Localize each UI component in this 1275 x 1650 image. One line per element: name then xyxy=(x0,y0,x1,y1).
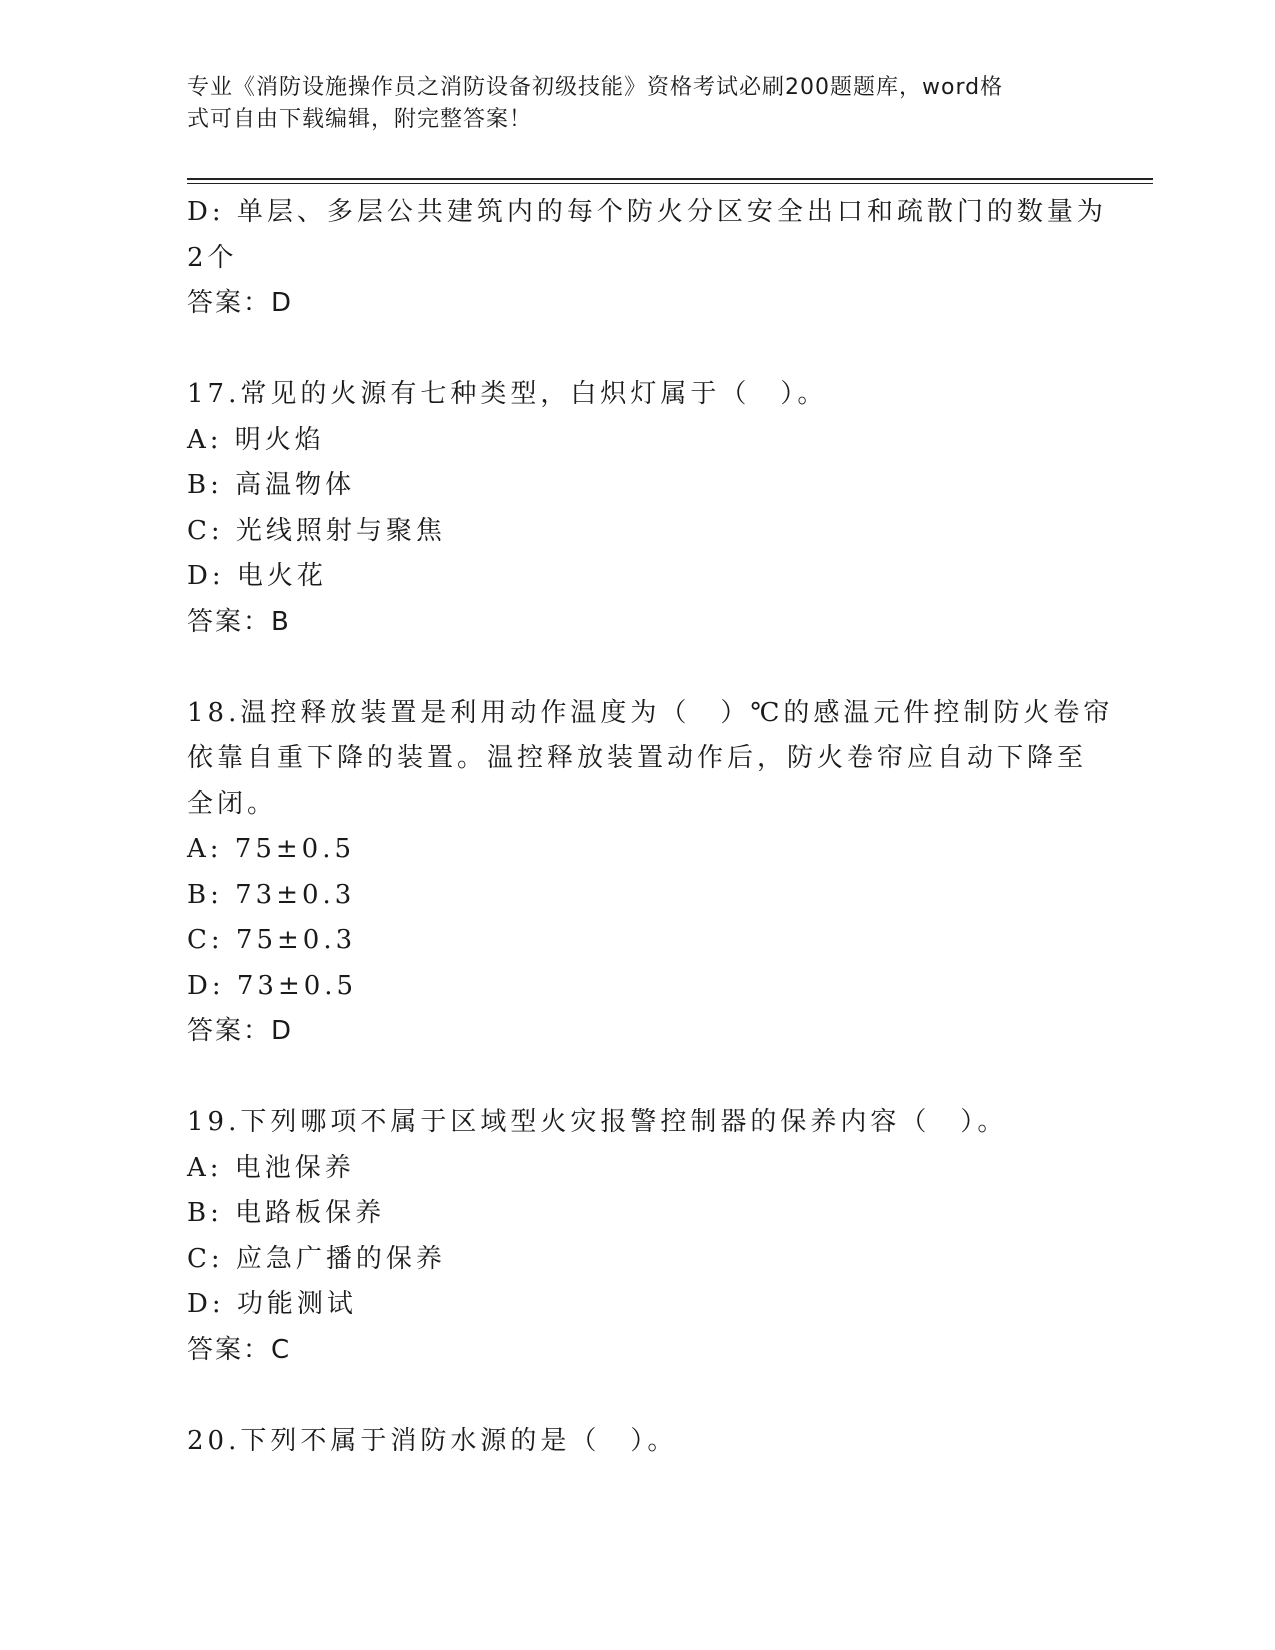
option-b: B: 73±0.3 xyxy=(187,879,356,910)
option-c: C: 光线照射与聚焦 xyxy=(187,515,446,546)
answer-line: 答案：C xyxy=(187,1334,292,1365)
option-d: D: 功能测试 xyxy=(187,1289,357,1319)
document-header xyxy=(187,72,1067,136)
option-d-continuation: 2个 xyxy=(187,242,238,273)
question-stem-continuation: 依靠自重下降的装置。温控释放装置动作后，防火卷帘应自动下降至 xyxy=(187,743,1088,773)
option-a: A: 75±0.5 xyxy=(187,834,356,864)
question-19 xyxy=(187,1100,1087,1373)
spacer xyxy=(187,1055,1087,1101)
spacer xyxy=(187,1373,1087,1419)
question-18 xyxy=(187,691,1114,1055)
option-b: B: 电路板保养 xyxy=(187,1198,386,1228)
header-rule-thick xyxy=(187,178,1153,180)
option-a: A: 电池保养 xyxy=(187,1152,355,1183)
question-list xyxy=(187,190,1114,1464)
spacer xyxy=(187,645,1087,691)
question-17 xyxy=(187,372,1087,645)
option-d: D: 单层、多层公共建筑内的每个防火分区安全出口和疏散门的数量为 xyxy=(187,197,1107,227)
option-c: C: 应急广播的保养 xyxy=(187,1243,446,1274)
header-line-2: 式可自由下载编辑，附完整答案！ xyxy=(187,107,533,132)
question-stem: 20.下列不属于消防水源的是（ ）。 xyxy=(187,1425,678,1456)
answer-line: 答案：D xyxy=(187,288,294,318)
question-stem: 19.下列哪项不属于区域型火灾报警控制器的保养内容（ ）。 xyxy=(187,1107,1008,1137)
option-d: D: 电火花 xyxy=(187,561,327,591)
previous-question-tail xyxy=(187,190,1107,327)
question-stem: 17.常见的火源有七种类型，白炽灯属于（ ）。 xyxy=(187,379,828,409)
option-c: C: 75±0.3 xyxy=(187,925,357,955)
answer-line: 答案：D xyxy=(187,1016,294,1046)
answer-line: 答案：B xyxy=(187,606,291,637)
question-20 xyxy=(187,1419,1087,1465)
header-rule-thin xyxy=(187,183,1153,184)
question-stem: 18.温控释放装置是利用动作温度为（ ）℃的感温元件控制防火卷帘 xyxy=(187,697,1114,728)
spacer xyxy=(187,327,1087,373)
option-d: D: 73±0.5 xyxy=(187,970,358,1001)
option-a: A: 明火焰 xyxy=(187,424,325,455)
header-line-1: 专业《消防设施操作员之消防设备初级技能》资格考试必刷200题题库，word格 xyxy=(187,75,1004,100)
option-b: B: 高温物体 xyxy=(187,470,356,500)
question-stem-continuation: 全闭。 xyxy=(187,788,278,819)
